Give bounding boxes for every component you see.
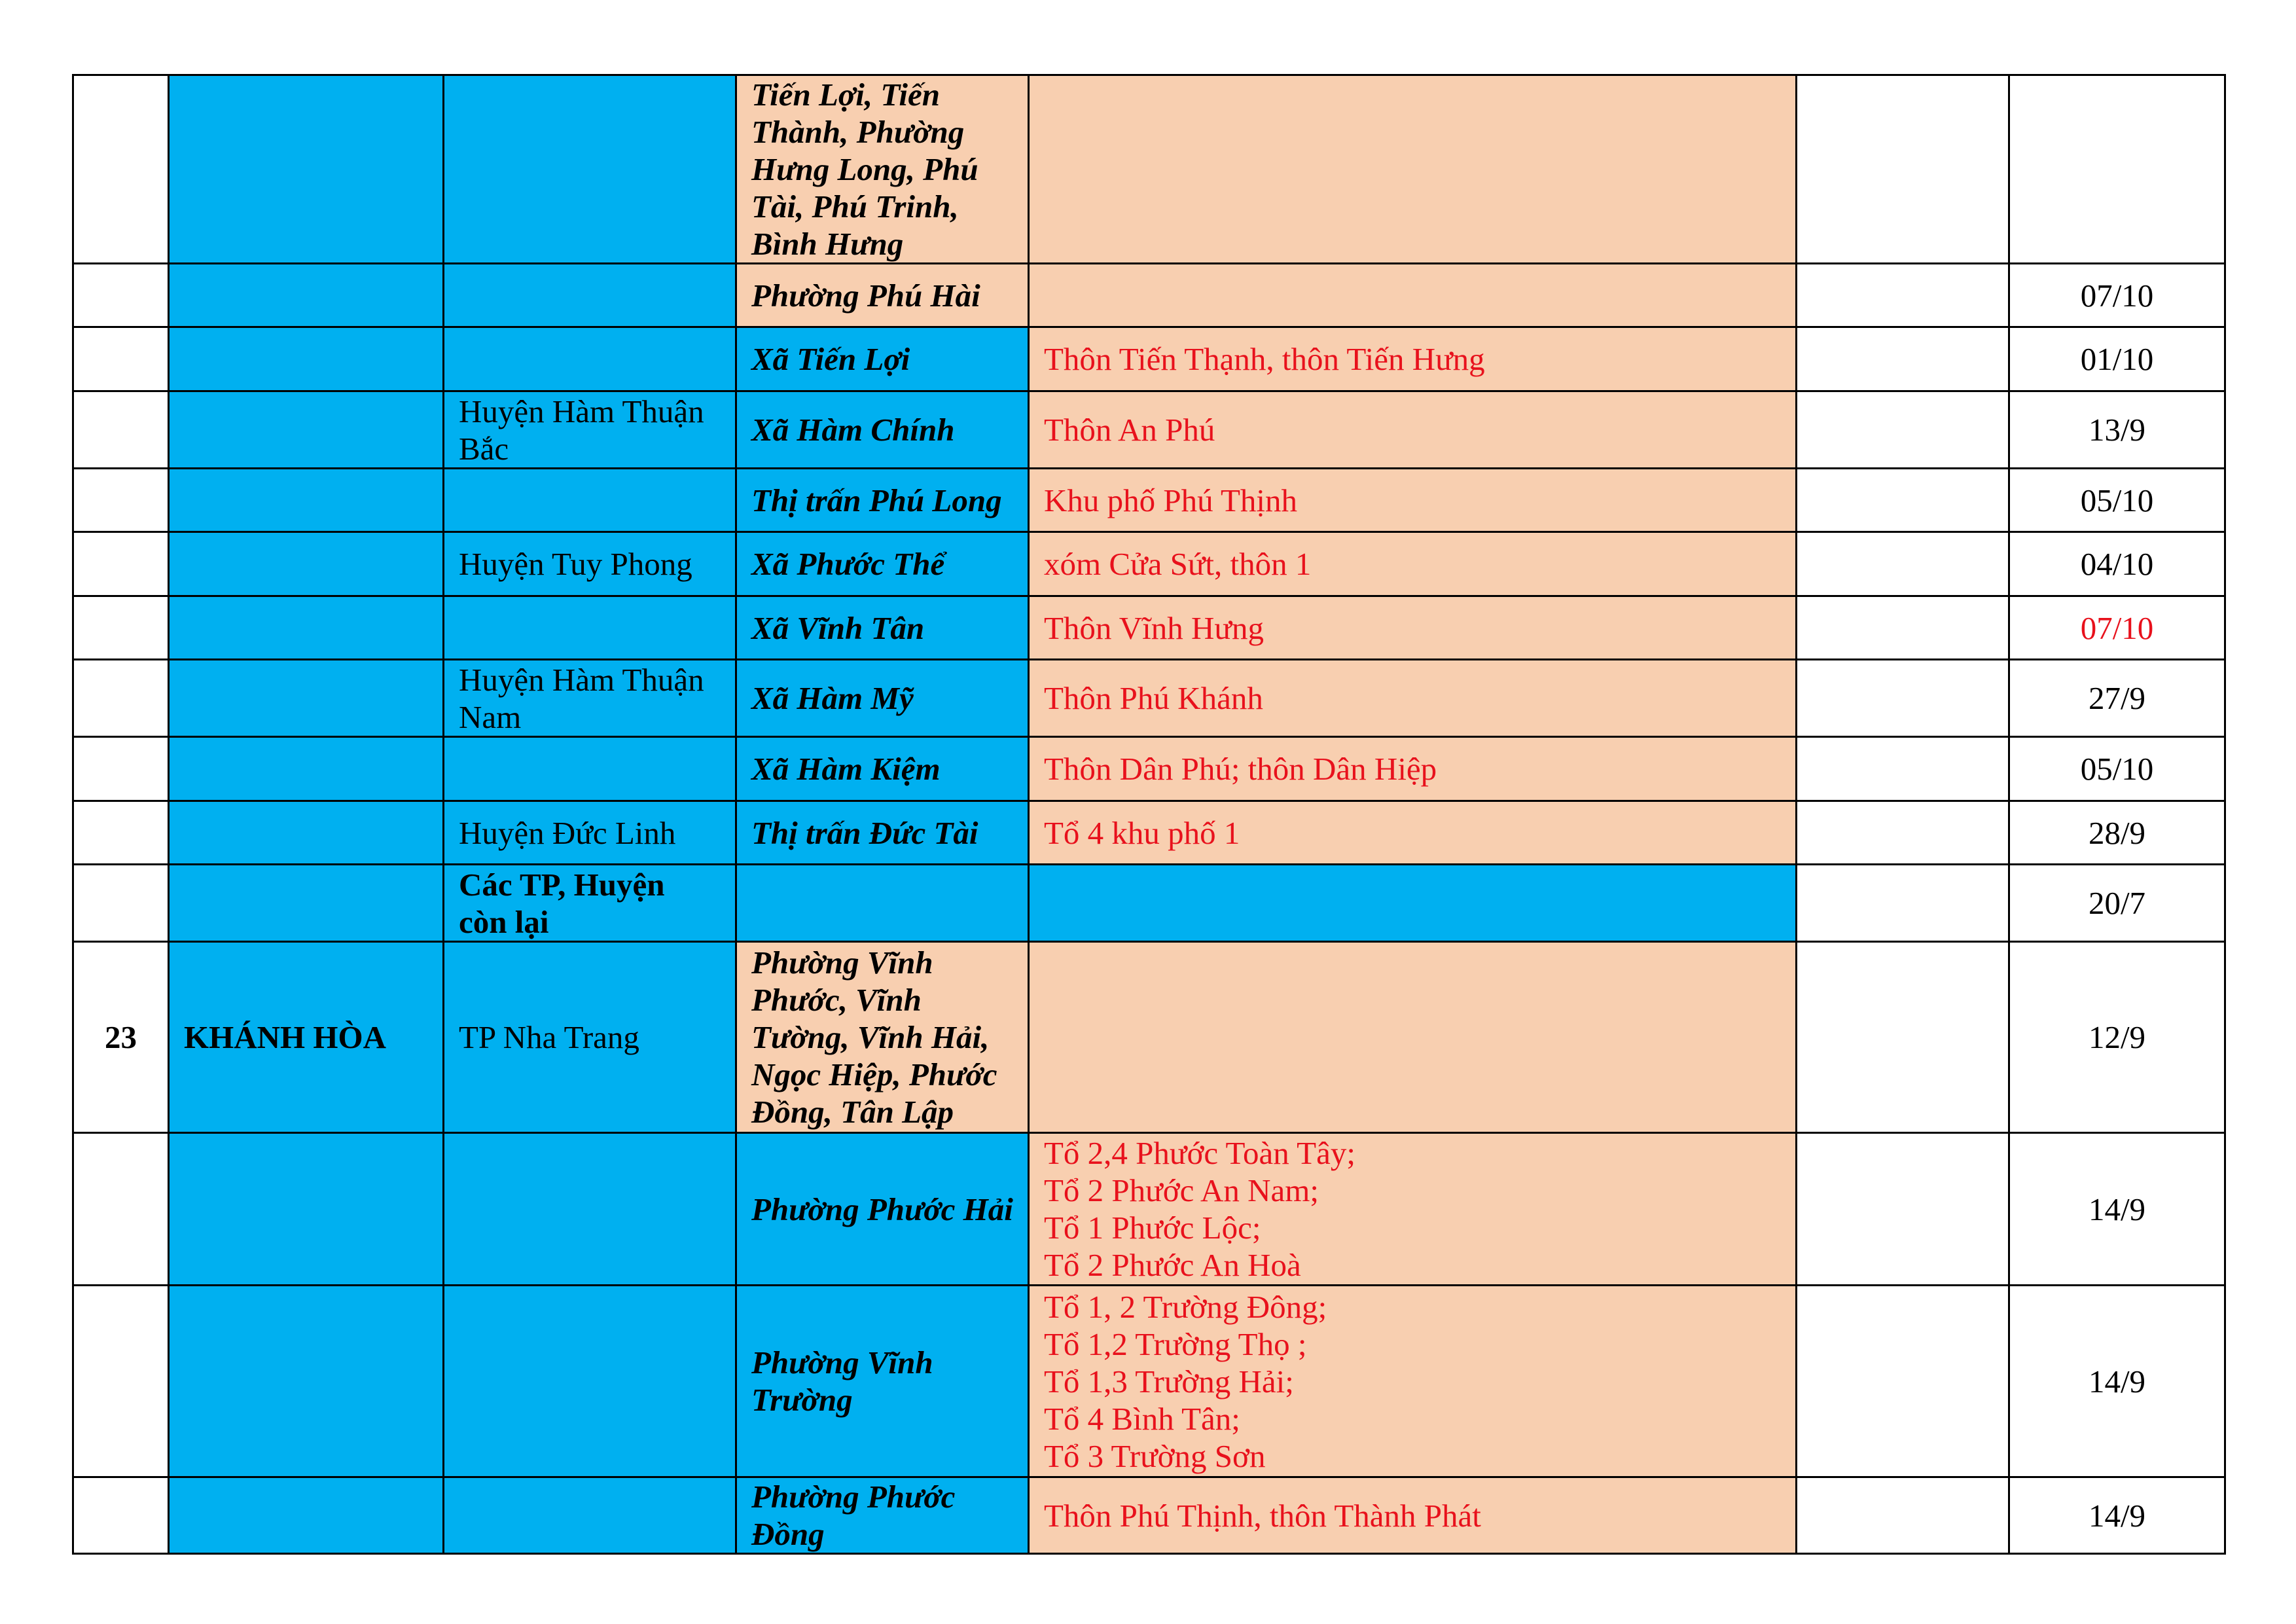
hamlet-line: Tổ 3 Trường Sơn [1044, 1437, 1266, 1474]
ward-cell: Xã Tiến Lợi [736, 327, 1029, 391]
district-cell: Huyện Đức Linh [444, 801, 736, 865]
extra-cell [1797, 737, 2009, 801]
table-row [73, 1133, 2225, 1286]
date-cell: 04/10 [2009, 532, 2225, 596]
ward-cell: Phường Phú Hài [736, 264, 1029, 327]
hamlet-line: Tổ 1, 2 Trường Đông; [1044, 1288, 1327, 1325]
table-row [73, 660, 2225, 737]
ward-cell: Xã Vĩnh Tân [736, 596, 1029, 660]
date-cell: 14/9 [2009, 1477, 2225, 1554]
district-cell [444, 1133, 736, 1286]
hamlet-line: Tổ 4 Bình Tân; [1044, 1400, 1240, 1437]
district-cell: Các TP, Huyện còn lại [444, 865, 736, 942]
row-number: 23 [73, 942, 169, 1133]
hamlet-line: Khu phố Phú Thịnh [1044, 482, 1298, 518]
row-number [73, 596, 169, 660]
province-cell [169, 264, 444, 327]
date-cell: 20/7 [2009, 865, 2225, 942]
province-cell: KHÁNH HÒA [169, 942, 444, 1133]
extra-cell [1797, 264, 2009, 327]
extra-cell [1797, 469, 2009, 532]
outbreak-area-table [72, 74, 2226, 1555]
province-cell [169, 865, 444, 942]
hamlet-cell [1029, 327, 1797, 391]
province-cell [169, 1286, 444, 1477]
hamlet-line: Tổ 2,4 Phước Toàn Tây; [1044, 1135, 1355, 1171]
row-number [73, 1286, 169, 1477]
extra-cell [1797, 1286, 2009, 1477]
hamlet-cell [1029, 1133, 1797, 1286]
ward-cell: Thị trấn Đức Tài [736, 801, 1029, 865]
table-row [73, 942, 2225, 1133]
row-number [73, 327, 169, 391]
province-cell [169, 1477, 444, 1554]
hamlet-line: Tổ 1,3 Trường Hải; [1044, 1363, 1294, 1399]
province-cell [169, 75, 444, 264]
hamlet-cell [1029, 469, 1797, 532]
hamlet-line: xóm Cửa Sứt, thôn 1 [1044, 546, 1312, 582]
date-cell: 05/10 [2009, 737, 2225, 801]
extra-cell [1797, 1133, 2009, 1286]
district-cell: Huyện Hàm Thuận Bắc [444, 391, 736, 469]
ward-cell: Xã Hàm Kiệm [736, 737, 1029, 801]
hamlet-cell [1029, 264, 1797, 327]
ward-cell: Xã Hàm Chính [736, 391, 1029, 469]
extra-cell [1797, 532, 2009, 596]
table-row [73, 737, 2225, 801]
hamlet-line: Thôn Phú Khánh [1044, 680, 1263, 716]
date-cell [2009, 75, 2225, 264]
row-number [73, 865, 169, 942]
hamlet-line: Thôn Phú Thịnh, thôn Thành Phát [1044, 1497, 1481, 1534]
row-number [73, 469, 169, 532]
province-cell [169, 596, 444, 660]
row-number [73, 660, 169, 737]
hamlet-line: Thôn Dân Phú; thôn Dân Hiệp [1044, 751, 1437, 787]
hamlet-cell [1029, 596, 1797, 660]
hamlet-cell [1029, 1477, 1797, 1554]
hamlet-cell [1029, 75, 1797, 264]
hamlet-cell [1029, 942, 1797, 1133]
province-cell [169, 801, 444, 865]
hamlet-line: Tổ 2 Phước An Nam; [1044, 1172, 1319, 1208]
table-row [73, 865, 2225, 942]
district-cell [444, 596, 736, 660]
date-cell: 05/10 [2009, 469, 2225, 532]
province-cell [169, 660, 444, 737]
extra-cell [1797, 327, 2009, 391]
row-number [73, 1477, 169, 1554]
row-number [73, 532, 169, 596]
district-cell: TP Nha Trang [444, 942, 736, 1133]
district-cell [444, 264, 736, 327]
district-cell [444, 327, 736, 391]
table-row [73, 75, 2225, 264]
date-cell: 13/9 [2009, 391, 2225, 469]
row-number [73, 737, 169, 801]
date-cell: 07/10 [2009, 264, 2225, 327]
row-number [73, 1133, 169, 1286]
date-cell: 14/9 [2009, 1286, 2225, 1477]
table-row [73, 1286, 2225, 1477]
hamlet-cell [1029, 865, 1797, 942]
date-cell: 01/10 [2009, 327, 2225, 391]
ward-cell: Phường Phước Đồng [736, 1477, 1029, 1554]
district-cell [444, 75, 736, 264]
hamlet-cell [1029, 391, 1797, 469]
date-cell: 07/10 [2009, 596, 2225, 660]
date-cell: 27/9 [2009, 660, 2225, 737]
district-cell: Huyện Tuy Phong [444, 532, 736, 596]
hamlet-line: Thôn An Phú [1044, 412, 1215, 448]
district-cell [444, 1477, 736, 1554]
ward-cell: Phường Phước Hải [736, 1133, 1029, 1286]
ward-cell: Xã Phước Thể [736, 532, 1029, 596]
table-row [73, 327, 2225, 391]
hamlet-cell [1029, 532, 1797, 596]
date-cell: 12/9 [2009, 942, 2225, 1133]
district-cell [444, 469, 736, 532]
hamlet-cell [1029, 737, 1797, 801]
extra-cell [1797, 801, 2009, 865]
district-cell [444, 737, 736, 801]
extra-cell [1797, 865, 2009, 942]
table-row [73, 801, 2225, 865]
hamlet-cell [1029, 660, 1797, 737]
table-row [73, 1477, 2225, 1554]
table-row [73, 391, 2225, 469]
province-cell [169, 391, 444, 469]
date-cell: 28/9 [2009, 801, 2225, 865]
date-cell: 14/9 [2009, 1133, 2225, 1286]
hamlet-line: Tổ 2 Phước An Hoà [1044, 1247, 1301, 1283]
hamlet-line: Tổ 4 khu phố 1 [1044, 814, 1240, 851]
extra-cell [1797, 942, 2009, 1133]
hamlet-line: Tổ 1 Phước Lộc; [1044, 1210, 1261, 1246]
table-row [73, 469, 2225, 532]
extra-cell [1797, 1477, 2009, 1554]
row-number [73, 264, 169, 327]
row-number [73, 75, 169, 264]
ward-cell [736, 865, 1029, 942]
district-cell: Huyện Hàm Thuận Nam [444, 660, 736, 737]
province-cell [169, 532, 444, 596]
hamlet-line: Thôn Tiến Thạnh, thôn Tiến Hưng [1044, 341, 1485, 377]
ward-cell: Phường Vĩnh Phước, Vĩnh Tường, Vĩnh Hải, Ngọc Hiệp, Phước Đồng, Tân Lập [736, 942, 1029, 1133]
province-cell [169, 327, 444, 391]
hamlet-cell [1029, 801, 1797, 865]
hamlet-line: Tổ 1,2 Trường Thọ ; [1044, 1326, 1307, 1362]
row-number [73, 801, 169, 865]
district-cell [444, 1286, 736, 1477]
table-row [73, 596, 2225, 660]
extra-cell [1797, 75, 2009, 264]
ward-cell: Tiến Lợi, Tiến Thành, Phường Hưng Long, Phú Tài, Phú Trinh, Bình Hưng [736, 75, 1029, 264]
extra-cell [1797, 596, 2009, 660]
hamlet-cell [1029, 1286, 1797, 1477]
ward-cell: Phường Vĩnh Trường [736, 1286, 1029, 1477]
table-row [73, 532, 2225, 596]
province-cell [169, 737, 444, 801]
extra-cell [1797, 391, 2009, 469]
row-number [73, 391, 169, 469]
province-cell [169, 1133, 444, 1286]
extra-cell [1797, 660, 2009, 737]
ward-cell: Xã Hàm Mỹ [736, 660, 1029, 737]
table-row [73, 264, 2225, 327]
hamlet-line: Thôn Vĩnh Hưng [1044, 609, 1264, 646]
ward-cell: Thị trấn Phú Long [736, 469, 1029, 532]
province-cell [169, 469, 444, 532]
